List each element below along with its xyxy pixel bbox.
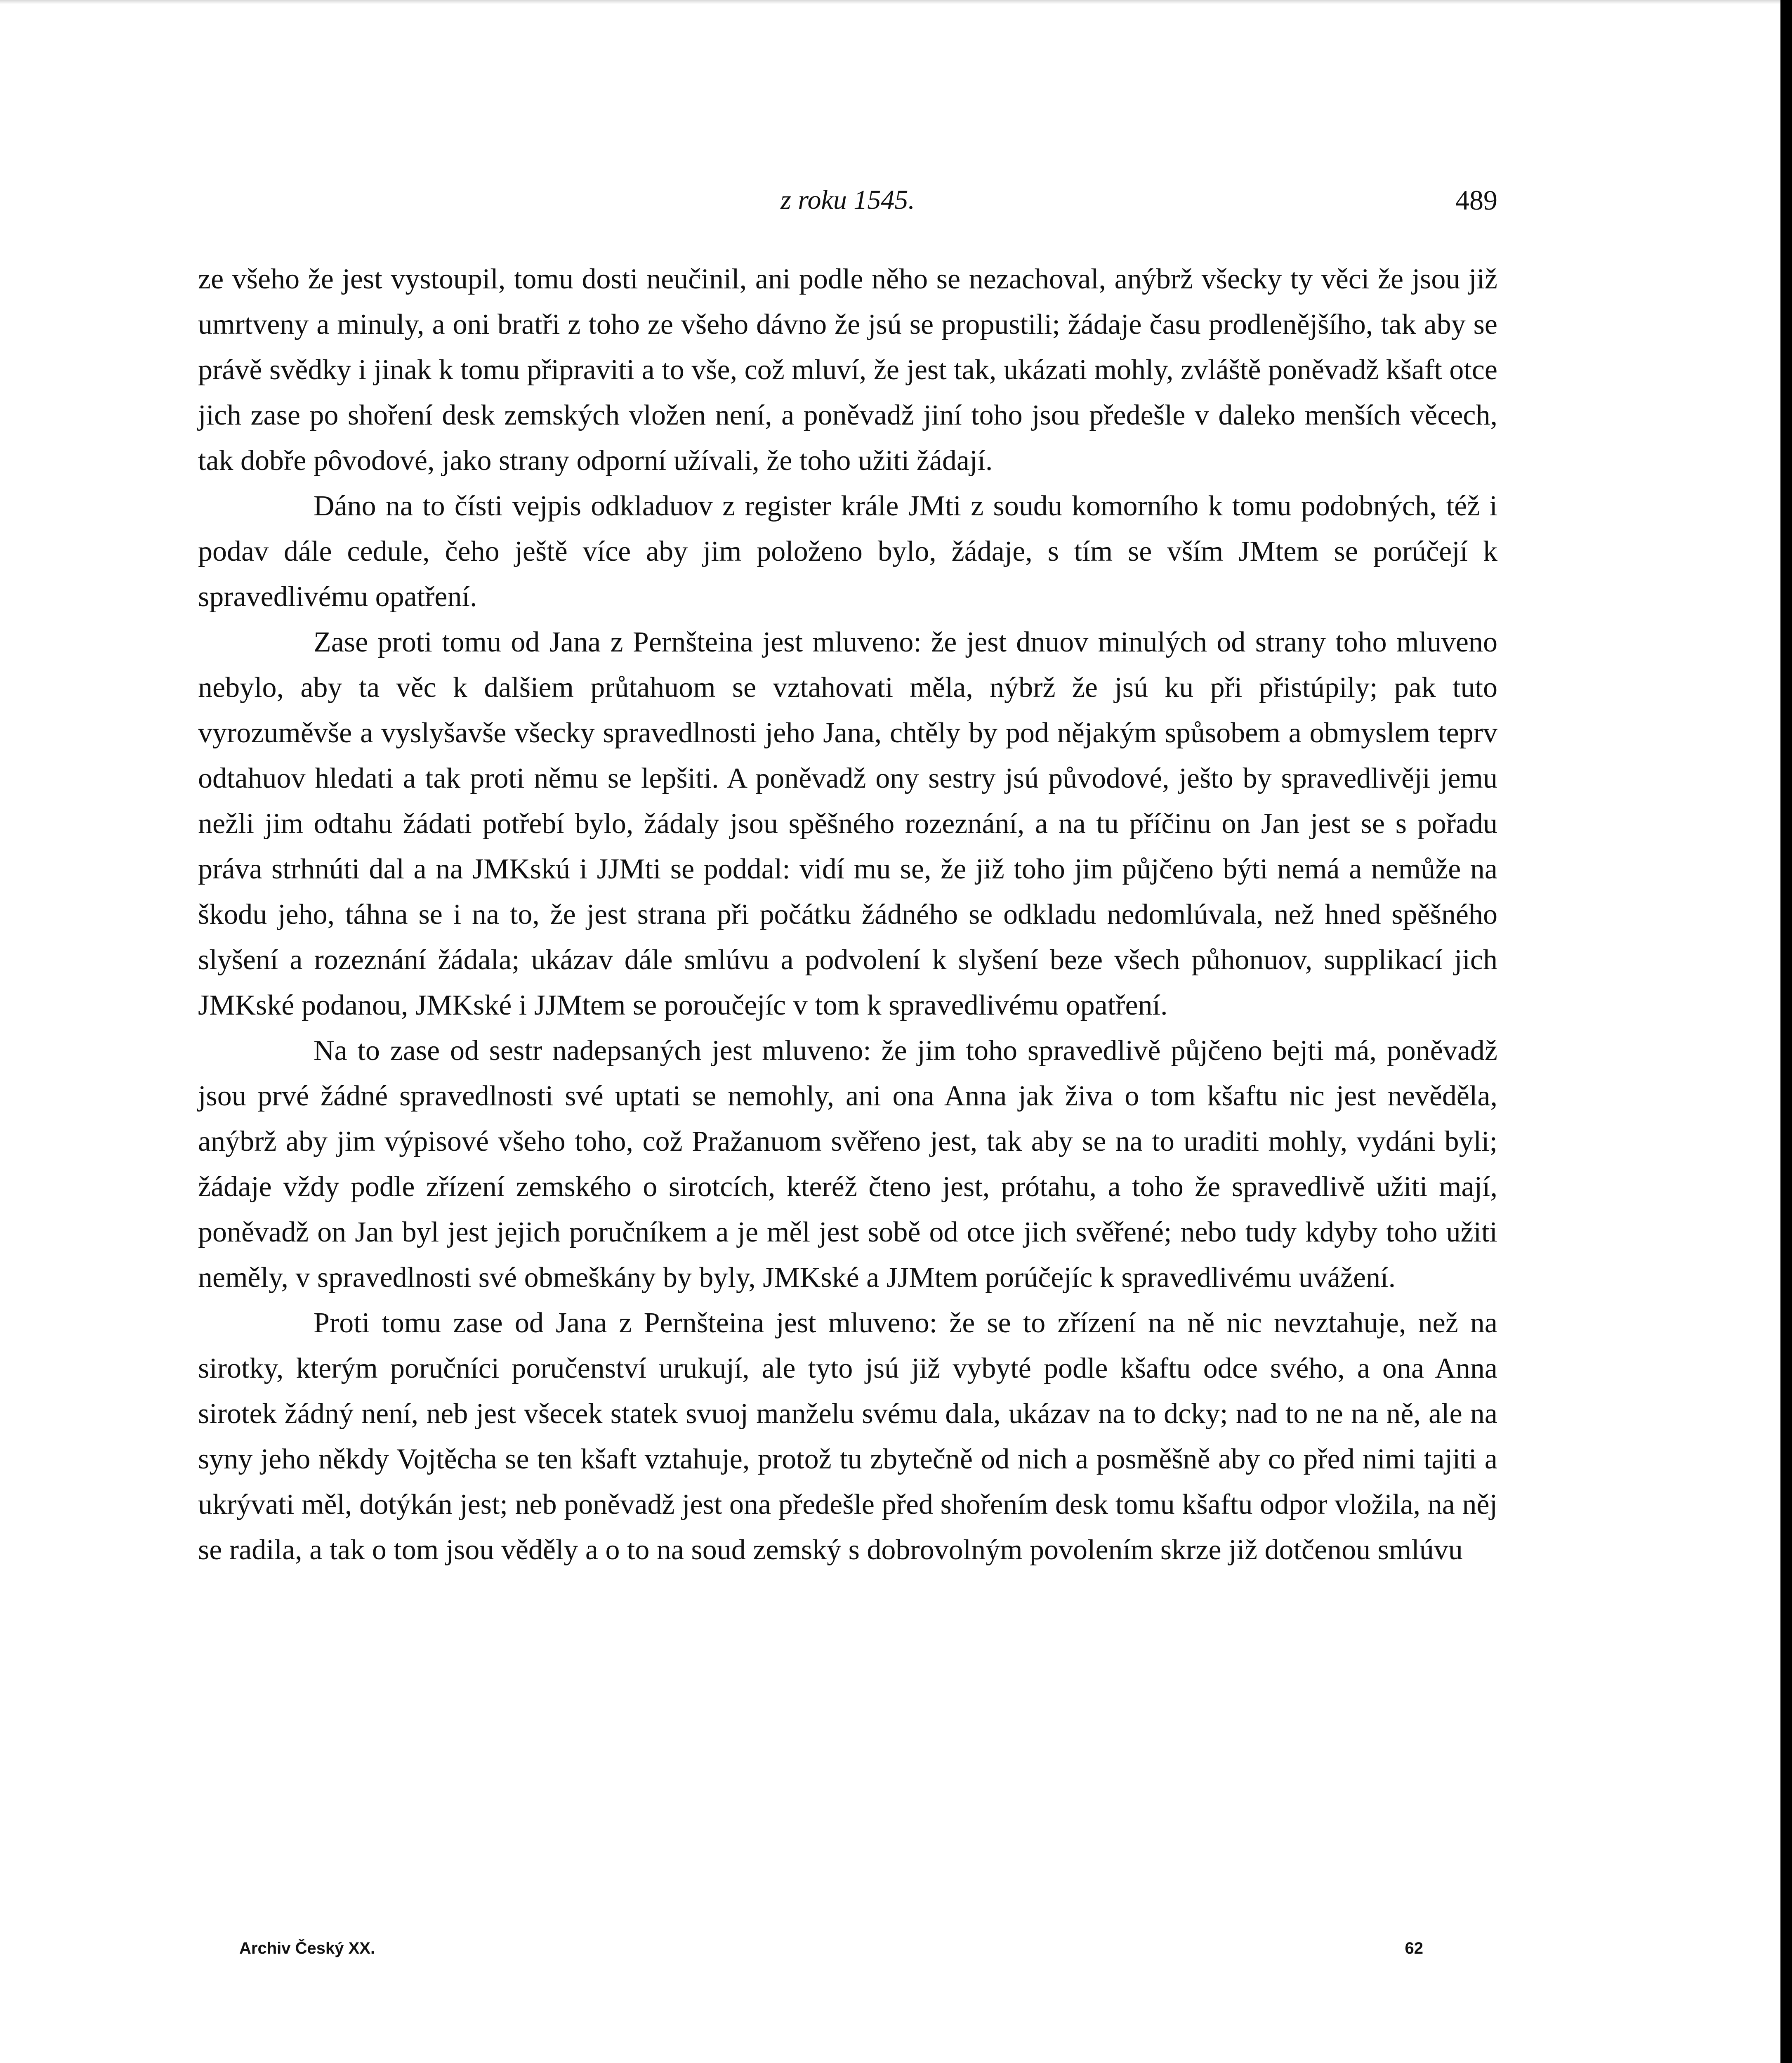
paragraph: Proti tomu zase od Jana z Pernšteina jest mluveno: že se to zřízení na ně nic nevztahuje, než na sirotky, kterým poručníci poručenství urukují, ale tyto jsú již vybyté podle kšaftu odce svého, a ona Anna sirotek žádný není, neb jest všecek statek svuoj manželu svému dala, ukázav na to dcky; nad to ne na ně, ale na syny jeho někdy Vojtěcha se ten kšaft vztahuje, protož tu zbytečně od nich a posměšně aby co před nimi tajiti a ukrývati měl, dotýkán jest; neb poněvadž jest ona předešle před shořením desk tomu kšaftu odpor vložila, na něj se radila, a tak o tom jsou věděly a o to na soud zemský s dobrovolným povolením skrze již dotčenou smlúvu [198, 1307, 1497, 1566]
body-text [198, 257, 1497, 1573]
scan-edge-top [0, 0, 1792, 4]
paragraph: Zase proti tomu od Jana z Pernšteina jest mluveno: že jest dnuov minulých od strany toho mluveno nebylo, aby ta věc k dalšiem průtahuom se vztahovati měla, nýbrž že jsú ku při přistúpily; pak tuto vyrozuměvše a vyslyšavše všecky spravedlnosti jeho Jana, chtěly by pod nějakým spůsobem a obmyslem teprv odtahuov hledati a tak proti němu se lepšiti. A poněvadž ony sestry jsú původové, ješto by spravedlivěji jemu nežli jim odtahu žádati potřebí bylo, žádaly jsou spěšného rozeznání, a na tu příčinu on Jan jest se s pořadu práva strhnúti dal a na JMKskú i JJMti se poddal: vidí mu se, že již toho jim půjčeno býti nemá a nemůže na škodu jeho, táhna se i na to, že jest strana při počátku žádného se odkladu nedomlúvala, než hned spěšného slyšení a rozeznání žádala; ukázav dále smlúvu a podvolení k slyšení beze všech půhonuov, supplikací jich JMKské podanou, JMKské i JJMtem se poroučejíc v tom k spravedlivému opatření. [198, 626, 1497, 1021]
paragraph: Dáno na to čísti vejpis odkladuov z register krále JMti z soudu komorního k tomu podobných, též i podav dále cedule, čeho ještě více aby jim položeno bylo, žádaje, s tím se vším JMtem se porúčejí k spravedlivému opatření. [198, 490, 1497, 613]
page-header [198, 182, 1497, 219]
running-title: z roku 1545. [780, 185, 915, 215]
paragraph: Na to zase od sestr nadepsaných jest mluveno: že jim toho spravedlivě půjčeno bejti má, poněvadž jsou prvé žádné spravedlnosti své uptati se nemohly, ani ona Anna jak živa o tom kšaftu nic jest nevěděla, anýbrž aby jim výpisové všeho toho, což Pražanuom svěřeno jest, tak aby se na to uraditi mohly, vydáni byli; žádaje vždy podle zřízení zemského o sirotcích, kteréž čteno jest, prótahu, a toho že spravedlivě užiti mají, poněvadž on Jan byl jest jejich poručníkem a je měl jest sobě od otce jich svěřené; nebo tudy kdyby toho užiti neměly, v spravedlnosti své obmeškány by byly, JMKské a JJMtem porúčejíc k spravedlivému uvážení. [198, 1035, 1497, 1294]
page-footer [239, 1936, 1423, 1961]
page-number: 489 [1455, 184, 1497, 216]
sheet-number: 62 [1405, 1939, 1423, 1957]
paragraph: ze všeho že jest vystoupil, tomu dosti neučinil, ani podle něho se nezachoval, anýbrž všecky ty věci že jsou již umrtveny a minuly, a oni bratři z toho ze všeho dávno že jsú se propustili; žádaje času prodlenějšího, tak aby se právě svědky i jinak k tomu připraviti a to vše, což mluví, že jest tak, ukázati mohly, zvláště poněvadž kšaft otce jich zase po shoření desk zemských vložen není, a poněvadž jiní toho jsou předešle v daleko menších věcech, tak dobře pôvodové, jako strany odporní užívali, že toho užiti žádají. [198, 263, 1497, 477]
scan-edge-right [1780, 0, 1792, 2063]
printer-signature: Archiv Český XX. [239, 1939, 375, 1957]
